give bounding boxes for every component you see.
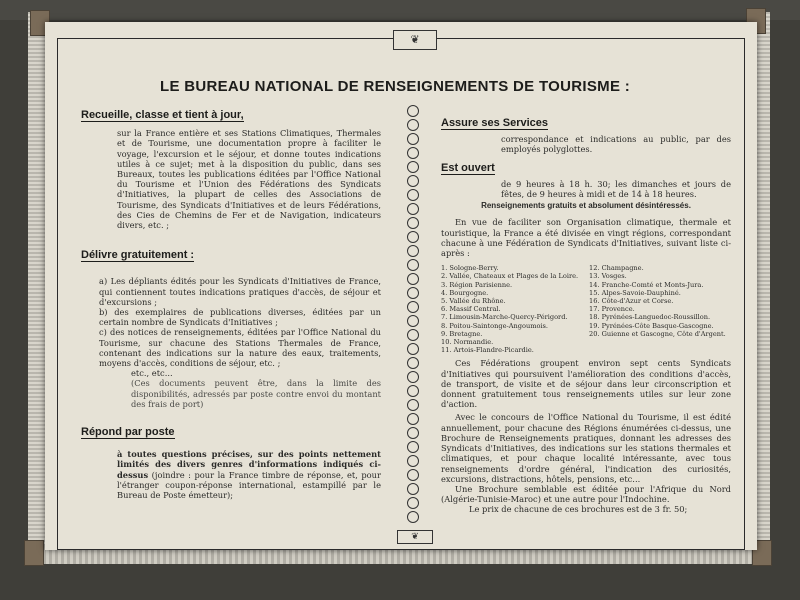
opening-hours: de 9 heures à 18 h. 30; les dimanches et jours de fêtes, de 9 heures à midi et de 14 à 18 heures. (501, 178, 731, 200)
section-heading-assure: Assure ses Services (441, 117, 549, 129)
section-heading-recueille: Recueille, classe et tient à jour, (81, 109, 244, 121)
list-item: 16. Côte-d'Azur et Corse. (589, 297, 674, 306)
list-item: 12. Champagne. (589, 264, 644, 273)
repond-text: (joindre : pour la France timbre de réponse, et, pour l'étranger coupon-réponse international, estampillé par le Bureau de Poste émetteur); (117, 469, 381, 501)
price-paragraph: Le prix de chacune de ces brochures est de 3 fr. 50; (469, 504, 688, 515)
list-item: 2. Vallée, Chateaux et Plages de la Loire. (441, 272, 579, 281)
repond-bold-text: à toutes questions précises, sur des points nettement limités des divers genres d'informations indiqués ci-dessus (117, 449, 381, 480)
section-text-assure: correspondance et indications au public, par des employés polyglottes. (501, 134, 731, 155)
free-info-subheading: Renseignements gratuits et absolument désintéressés. (481, 201, 691, 211)
left-border-strip (28, 12, 46, 560)
regions-list (441, 264, 731, 354)
list-item: 7. Limousin-Marche-Quercy-Périgord. (441, 313, 568, 322)
postage-note: (Ces documents peuvent être, dans la limite des disponibilités, adressés par poste contre envoi du montant des frais de port) (131, 378, 381, 409)
section-heading-delivre: Délivre gratuitement : (81, 249, 195, 262)
top-ornament-icon: ❦ (393, 30, 437, 50)
list-item: 13. Vosges. (589, 272, 627, 281)
bottom-ornament-icon: ❦ (397, 530, 433, 544)
north-africa-paragraph: Une Brochure semblable est éditée pour l'Afrique du Nord (Algérie-Tunisie-Maroc) et une autre pour l'Indochine. (441, 483, 731, 505)
item-etc: etc., etc... (131, 368, 173, 379)
list-item: 18. Pyrénées-Languedoc-Roussillon. (589, 313, 711, 322)
brochure-paragraph: Avec le concours de l'Office National du Tourisme, il est édité annuellement, pour chacune des Régions énumérées ci-dessus, une Brochure de Renseignements pratiques, donnant les adresses des Syndicats d'Initiatives, des indications sur les stations thermales et climatiques, et pour chaque localité intéressante, avec tous renseignements d'ordre général, l'indication des curiosités, excursions, distractions, hôtels, pensions, etc... (441, 412, 731, 484)
list-item: 4. Bourgogne. (441, 288, 489, 297)
list-item: 8. Poitou-Saintonge-Angoumois. (441, 321, 549, 330)
regions-intro: En vue de faciliter son Organisation climatique, thermale et touristique, la France a été divisée en vingt régions, correspondant chacune à une Fédération de Syndicats d'Initiatives, suivant liste ci-après : (441, 217, 731, 259)
list-item: 11. Artois-Flandre-Picardie. (441, 346, 534, 355)
item-b: b) des exemplaires de publications diverses, éditées par un certain nombre de Syndicats d'Initiatives ; (99, 307, 381, 328)
right-column (441, 118, 731, 515)
list-item: 10. Normandie. (441, 338, 494, 347)
left-column (81, 110, 381, 500)
list-item: 3. Région Parisienne. (441, 280, 513, 289)
section-text-recueille: sur la France entière et ses Stations Climatiques, Thermales et de Tourisme, une documentation propre à faciliter le voyage, l'excursion et le séjour, et donne toutes indications utiles à ce sujet; met à la disposition du public, dans ses Bureaux, toutes les publications éditées par l'Office National du Tourisme et l'Union des Fédérations des Syndicats d'Initiatives, la plupart de celles des Associations de Tourisme, des Syndicats d'Initiatives et de leurs Fédérations, des Cies de Chemins de Fer et de Navigation, indicateurs divers, etc. ; (117, 128, 381, 231)
list-item: 1. Sologne-Berry. (441, 264, 499, 273)
section-heading-ouvert: Est ouvert (441, 161, 495, 174)
page-title: LE BUREAU NATIONAL DE RENSEIGNEMENTS DE TOURISME : (159, 78, 631, 95)
regions-list-left (441, 264, 583, 354)
federations-paragraph: Ces Fédérations groupent environ sept cents Syndicats d'Initiatives qui poursuivent l'amélioration des conditions d'accès, de transport, de visite et de séjour dans leur circonscription et donnent gratuitement tous renseignements utiles sur leur zone d'action. (441, 358, 731, 410)
section-text-repond (81, 449, 381, 500)
list-item: 15. Alpes-Savoie-Dauphiné. (589, 288, 681, 297)
list-item: 9. Bretagne. (441, 329, 483, 338)
list-item: 17. Provence. (589, 305, 635, 314)
list-item: 14. Franche-Comté et Monts-Jura. (589, 280, 704, 289)
item-c: c) des notices de renseignements, éditées par l'Office National du Tourisme, sur chacune des Stations Thermales de France, contenant des indications sur la nature des eaux, traitements, moyens d'accès, conditions de séjour, etc. ; (99, 327, 381, 369)
list-item: 19. Pyrénées-Côte Basque-Gascogne. (589, 321, 714, 330)
list-item: 20. Guienne et Gascogne, Côte d'Argent. (589, 329, 726, 338)
poster (45, 22, 757, 550)
item-a: a) Les dépliants édités pour les Syndicats d'Initiatives de France, qui contiennent toutes indications pratiques d'accès, de séjour et d'excursions ; (99, 276, 381, 307)
section-heading-repond: Répond par poste (81, 426, 175, 439)
center-divider (403, 104, 423, 530)
list-item: 6. Massif Central. (441, 305, 501, 314)
wall-background (0, 0, 800, 20)
list-item: 5. Vallée du Rhône. (441, 297, 506, 306)
bottom-left-clip (24, 540, 44, 566)
regions-list-right (589, 264, 731, 354)
